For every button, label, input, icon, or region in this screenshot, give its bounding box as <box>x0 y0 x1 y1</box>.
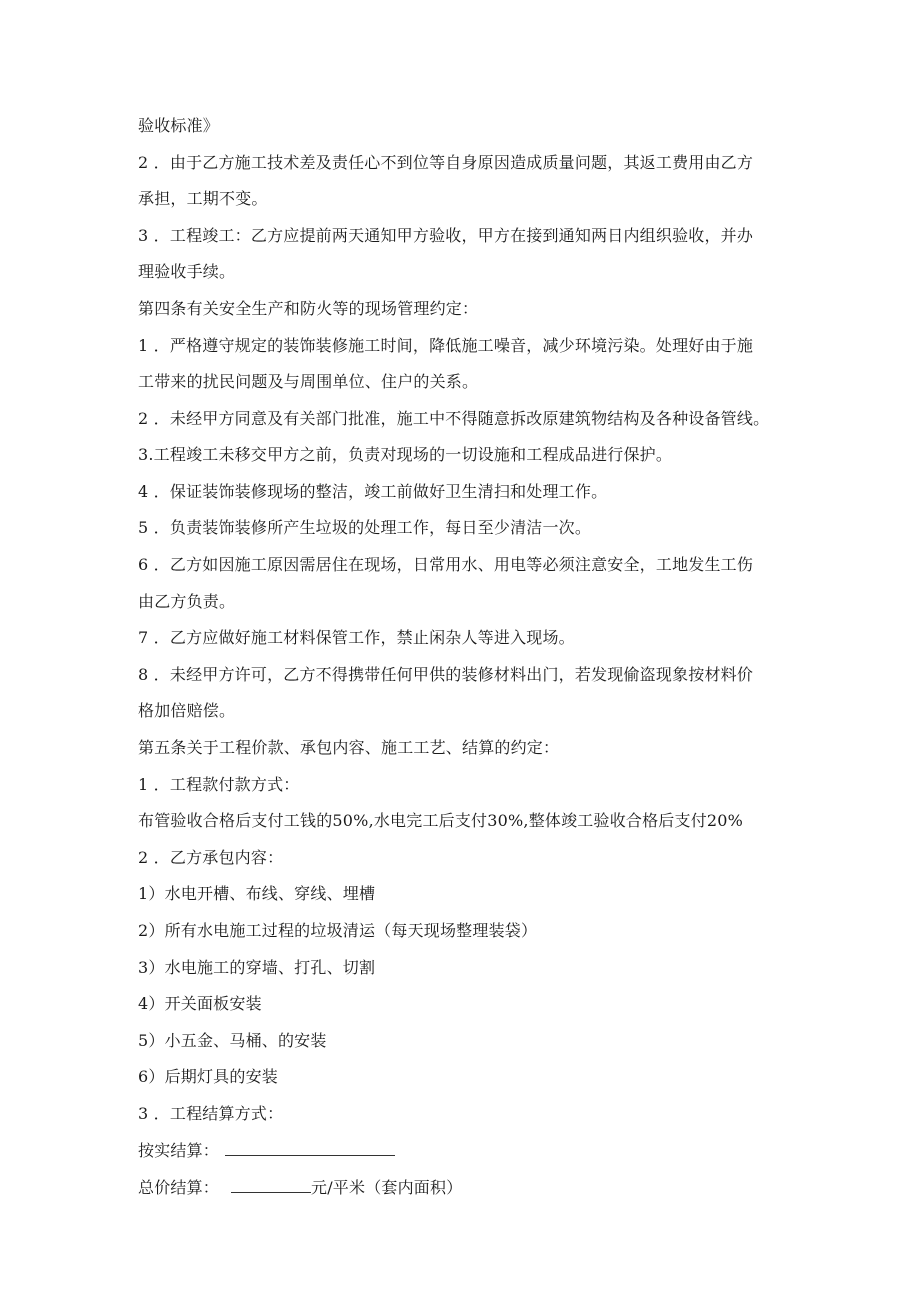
settlement-total-label: 总价结算： <box>138 1178 220 1197</box>
settlement-actual-blank <box>225 1141 395 1156</box>
text-line: 3 ．工程竣工：乙方应提前两天通知甲方验收，甲方在接到通知两日内组织验收，并办 <box>138 226 754 245</box>
text-line: 布管验收合格后支付工钱的50%,水电完工后支付30%,整体竣工验收合格后支付20% <box>138 811 744 830</box>
text-line: 格加倍赔偿。 <box>138 701 236 720</box>
list-item: 2）所有水电施工过程的垃圾清运（每天现场整理装袋） <box>138 921 538 940</box>
text-line: 承担，工期不变。 <box>138 189 268 208</box>
text-line: 3.工程竣工未移交甲方之前，负责对现场的一切设施和工程成品进行保护。 <box>138 445 673 464</box>
text-line: 工带来的扰民问题及与周围单位、住户的关系。 <box>138 372 479 391</box>
text-line: 3 ．工程结算方式： <box>138 1104 284 1123</box>
settlement-actual-label: 按实结算： <box>138 1141 220 1160</box>
settlement-total-row <box>138 1178 462 1198</box>
settlement-total-blank <box>231 1178 311 1193</box>
text-line: 7 ．乙方应做好施工材料保管工作，禁止闲杂人等进入现场。 <box>138 628 575 647</box>
text-line: 理验收手续。 <box>138 262 236 281</box>
text-line: 2 ．由于乙方施工技术差及责任心不到位等自身原因造成质量问题，其返工费用由乙方 <box>138 153 754 172</box>
list-item: 6）后期灯具的安装 <box>138 1067 278 1086</box>
list-item: 3）水电施工的穿墙、打孔、切割 <box>138 958 376 977</box>
text-line: 验收标准》 <box>138 116 220 135</box>
text-line: 8 ．未经甲方许可，乙方不得携带任何甲供的装修材料出门，若发现偷盗现象按材料价 <box>138 665 754 684</box>
list-item: 5）小五金、马桶、的安装 <box>138 1031 327 1050</box>
text-line: 1 ．严格遵守规定的装饰装修施工时间，降低施工噪音，减少环境污染。处理好由于施 <box>138 336 754 355</box>
section-heading: 第四条有关安全生产和防火等的现场管理约定： <box>138 299 479 318</box>
text-line: 2 ．乙方承包内容： <box>138 848 284 867</box>
text-line: 5 ．负责装饰装修所产生垃圾的处理工作，每日至少清洁一次。 <box>138 518 592 537</box>
settlement-total-suffix: 元/平米（套内面积） <box>311 1178 463 1197</box>
list-item: 1）水电开槽、布线、穿线、埋槽 <box>138 884 376 903</box>
section-heading: 第五条关于工程价款、承包内容、施工工艺、结算的约定： <box>138 738 560 757</box>
text-line: 2 ．未经甲方同意及有关部门批准，施工中不得随意拆改原建筑物结构及各种设备管线。 <box>138 409 770 428</box>
settlement-actual-row <box>138 1141 395 1161</box>
list-item: 4）开关面板安装 <box>138 994 262 1013</box>
text-line: 4 ．保证装饰装修现场的整洁，竣工前做好卫生清扫和处理工作。 <box>138 482 608 501</box>
text-line: 由乙方负责。 <box>138 592 236 611</box>
text-line: 1 ．工程款付款方式： <box>138 775 300 794</box>
text-line: 6 ．乙方如因施工原因需居住在现场，日常用水、用电等必须注意安全，工地发生工伤 <box>138 555 754 574</box>
